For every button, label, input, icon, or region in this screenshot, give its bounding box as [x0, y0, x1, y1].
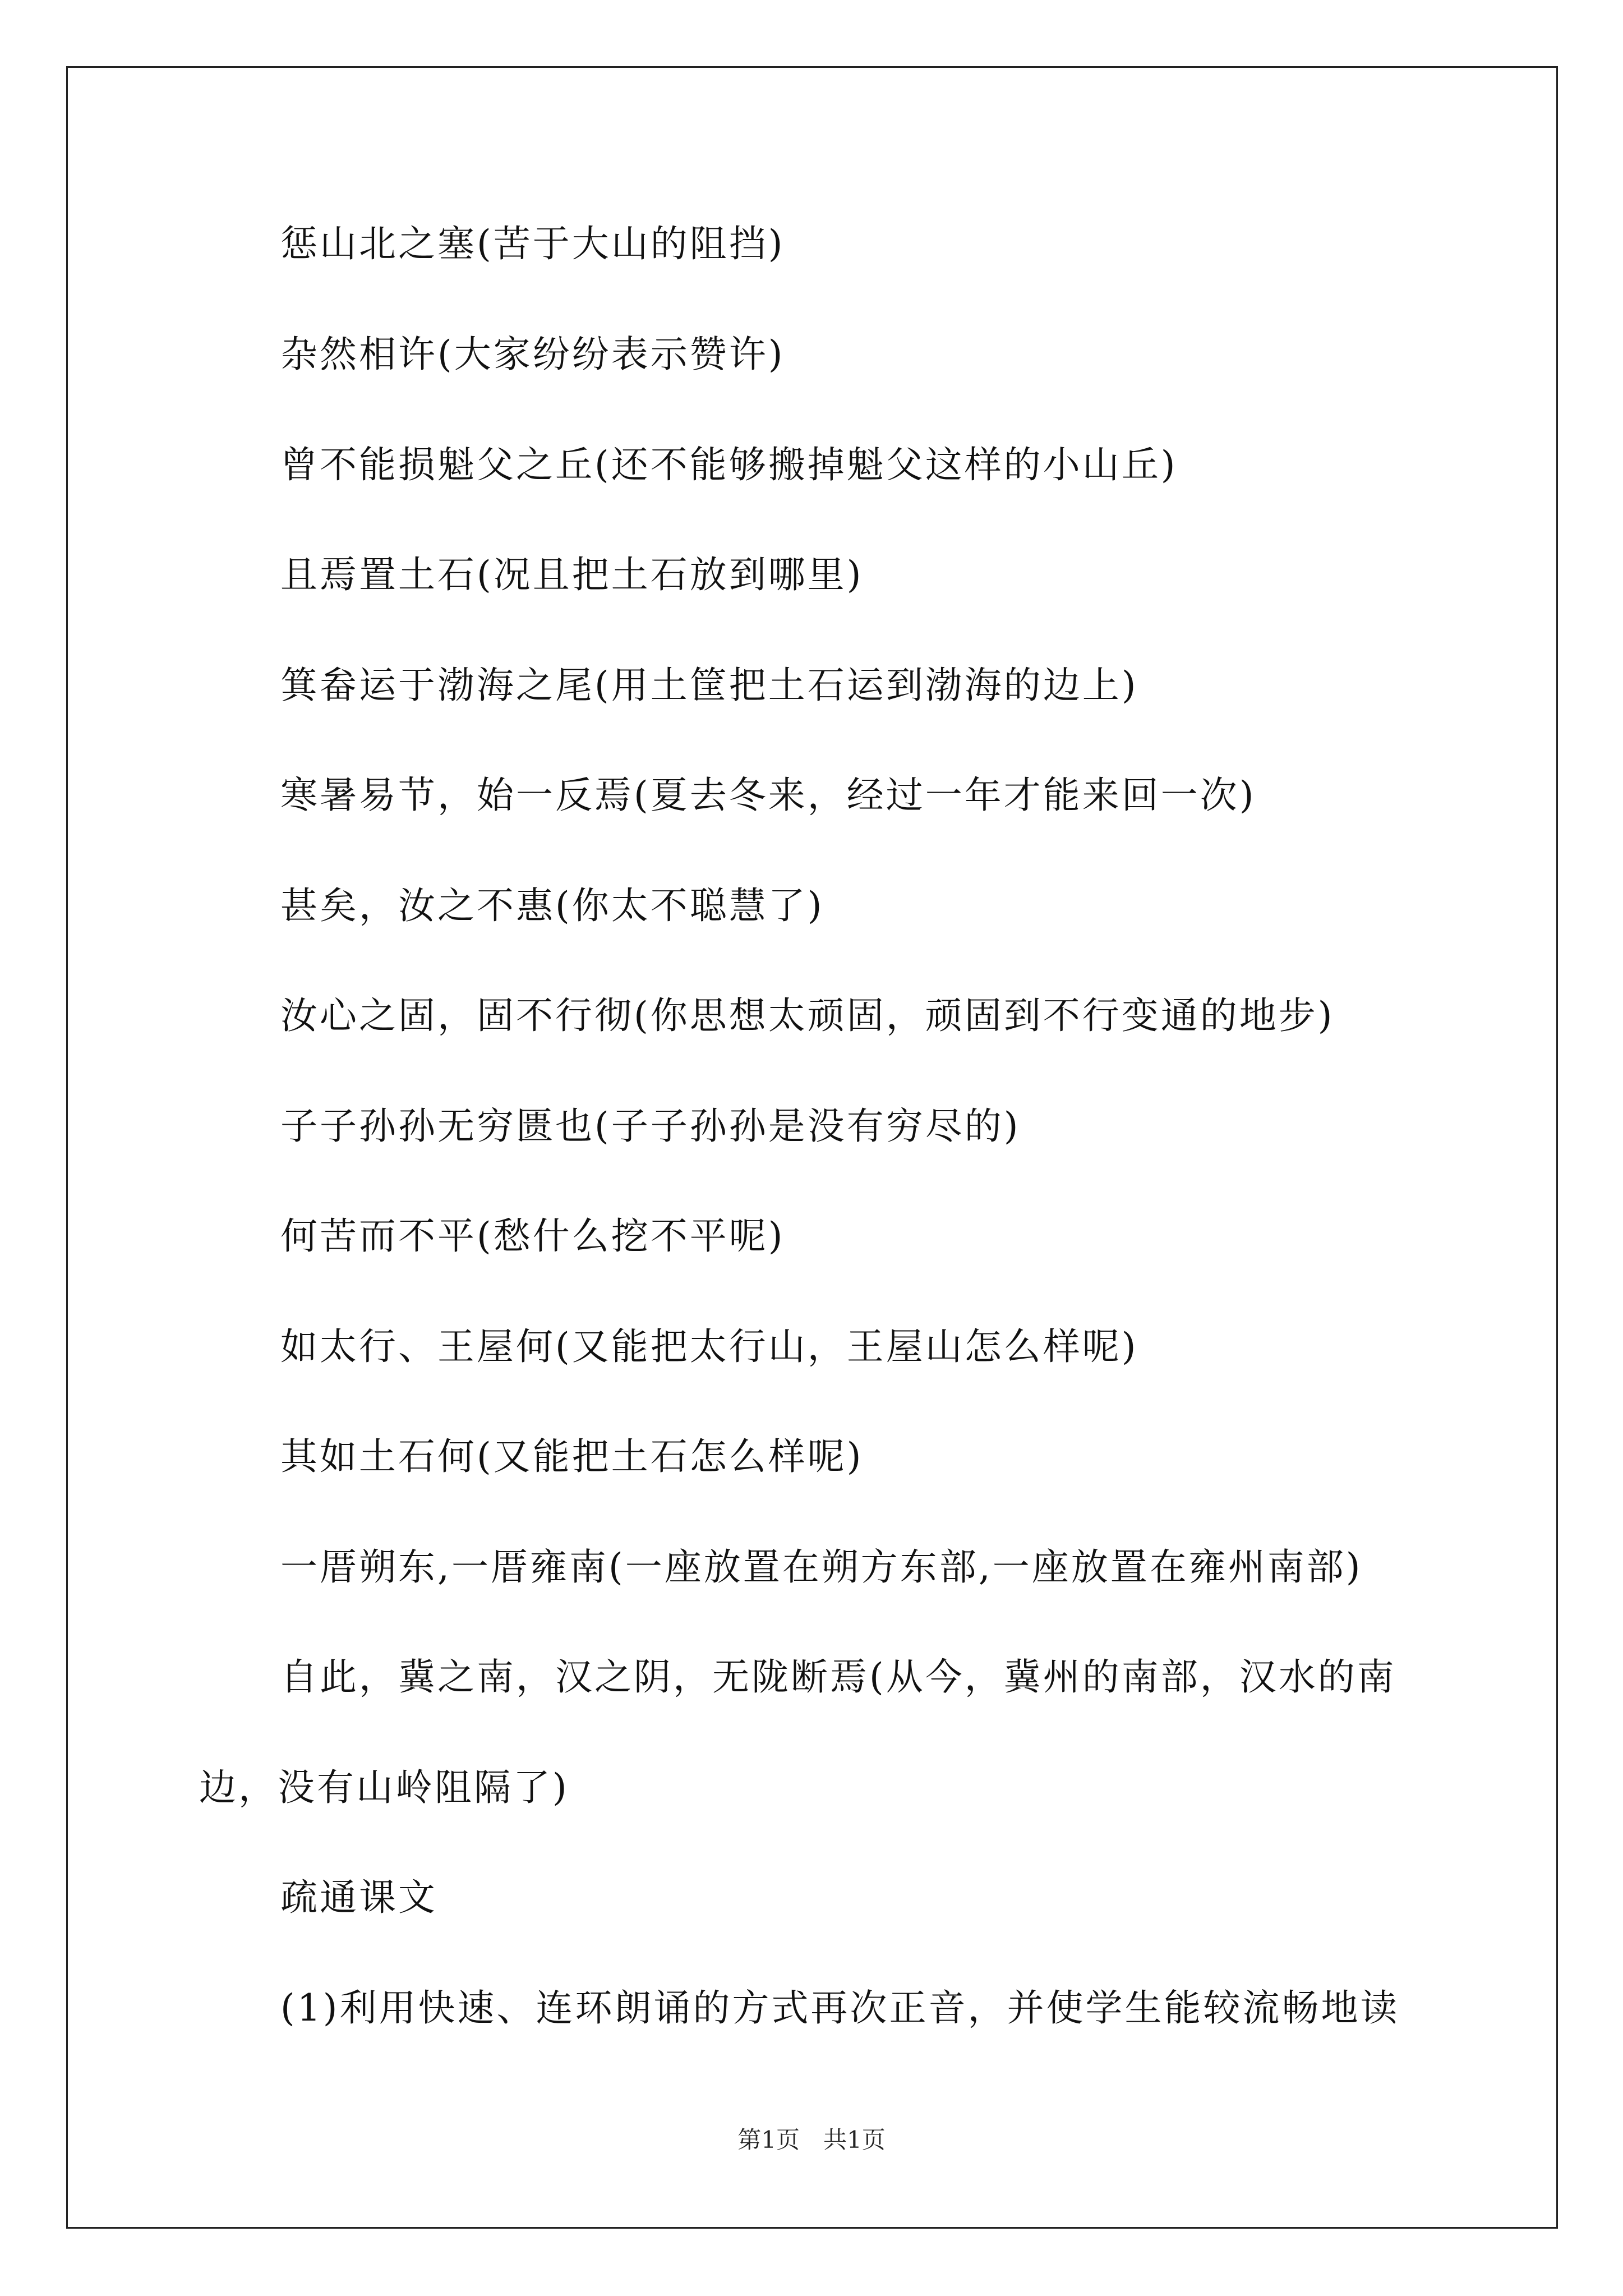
section-heading: 疏通课文 — [280, 1876, 437, 1919]
text-line: 杂然相许(大家纷纷表示赞许) — [280, 333, 785, 376]
text-line: 其如土石何(又能把土石怎么样呢) — [280, 1435, 864, 1478]
text-line: 边，没有山岭阻隔了) — [199, 1766, 569, 1809]
text-line: 甚矣，汝之不惠(你太不聪慧了) — [280, 884, 824, 927]
text-line: 惩山北之塞(苦于大山的阻挡) — [280, 222, 785, 265]
text-line: 曾不能损魁父之丘(还不能够搬掉魁父这样的小山丘) — [280, 443, 1178, 486]
text-line: 箕畚运于渤海之尾(用土筐把土石运到渤海的边上) — [280, 664, 1138, 707]
text-line: 一厝朔东,一厝雍南(一座放置在朔方东部,一座放置在雍州南部) — [280, 1545, 1363, 1589]
text-line: 汝心之固，固不行彻(你思想太顽固，顽固到不行变通的地步) — [280, 994, 1335, 1037]
text-line: 自此，冀之南，汉之阴，无陇断焉(从今，冀州的南部，汉水的南 — [280, 1655, 1396, 1699]
text-line: 子子孙孙无穷匮也(子子孙孙是没有穷尽的) — [280, 1105, 1021, 1148]
text-line: 何苦而不平(愁什么挖不平呢) — [280, 1214, 785, 1258]
text-line: 且焉置土石(况且把土石放到哪里) — [280, 553, 864, 596]
text-line: (1)利用快速、连环朗诵的方式再次正音，并使学生能较流畅地读 — [280, 1986, 1400, 2030]
text-line: 如太行、王屋何(又能把太行山，王屋山怎么样呢) — [280, 1325, 1138, 1368]
page-number-footer: 第1页 共1页 — [737, 2126, 886, 2154]
text-line: 寒暑易节，始一反焉(夏去冬来，经过一年才能来回一次) — [280, 774, 1256, 817]
